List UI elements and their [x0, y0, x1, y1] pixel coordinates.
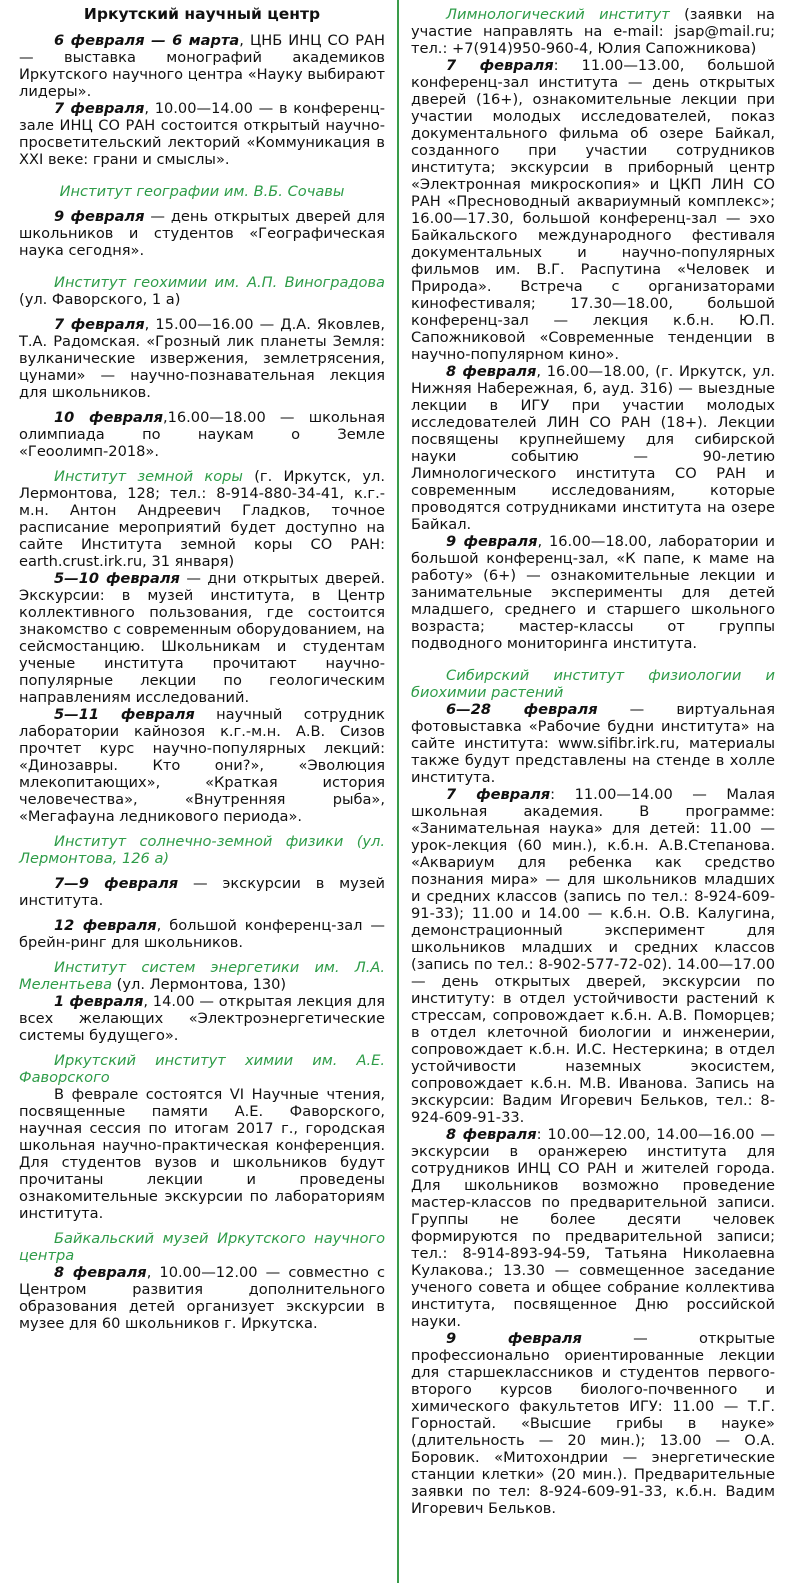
institute-heading	[19, 959, 385, 993]
event-date: 8 февраля	[446, 363, 537, 380]
event-text: , 16.00—18.00, лаборатории и большой конференц-зал, «К папе, к маме на работу» (6+) — ознакомительные лекции и занимательные эксперименты для детей младшего, среднего и старшего школьного возраста; мастер-классы от группы подводного мониторинга института.	[411, 533, 775, 652]
event-text: , ЦНБ ИНЦ СО РАН — выставка монографий академиков Иркутского научного центра «Науку выбирают лидеры».	[19, 32, 385, 100]
event-paragraph	[19, 32, 385, 100]
event-text: : 10.00—12.00, 14.00—16.00 — экскурсии в оранжерею института для сотрудников ИНЦ СО РАН и жителей города. Для школьников возможно проведение мастер-классов по предварительной записи. Группы не более десяти человек формируются по предварительной записи; тел.: 8-914-893-94-59, Татьяна Николаевна Кулакова.; 13.30 — совмещенное заседание ученого совета и общее собрание коллектива института, посвященное Дню российской науки.	[411, 1126, 776, 1330]
event-text: — виртуальная фотовыставка «Рабочие будни института» на сайте института: www.sifibr.irk.ru, материалы также будут представлены на стенде в холле института.	[411, 701, 775, 786]
event-text: научный сотрудник лаборатории кайнозоя к.г.-м.н. А.В. Сизов прочтет курс научно-популярных лекций: «Динозавры. Кто они?», «Эволюция млекопитающих», «Краткая история человечества», «Внутренняя рыба», «Мегафауна ледникового периода».	[19, 706, 386, 825]
institute-heading: Институт солнечно-земной физики (ул. Лермонтова, 126 а)	[19, 833, 385, 867]
column-divider	[397, 0, 399, 1583]
event-date: 7 февраля	[54, 316, 145, 333]
institute-heading	[411, 6, 775, 57]
institute-address: (г. Иркутск, ул. Лермонтова, 128; тел.: 8-914-880-34-41, к.г.-м.н. Антон Андреевич Гладков, точное расписание мероприятий будет доступно на сайте Института земной коры СО РАН: earth.crust.irk.ru, 31 января)	[19, 468, 385, 570]
institute-name: Институт геохимии им. А.П. Виноградова	[54, 274, 385, 291]
event-date: 7 февраля	[54, 100, 145, 117]
event-date: 1 февраля	[54, 993, 144, 1010]
event-paragraph: В феврале состоятся VI Научные чтения, посвященные памяти А.Е. Фаворского, научная сессия по итогам 2017 г., городская школьная научно-практическая конференция. Для студентов вузов и школьников будут прочитаны лекции и проведены ознакомительные экскурсии по лабораториям института.	[19, 1086, 385, 1222]
event-text: , 10.00—14.00 — в конференц-зале ИНЦ СО РАН состоится открытый научно-просветительский лекторий «Коммуникация в XXI веке: грани и смыслы».	[19, 100, 386, 168]
event-date: 9 февраля	[446, 533, 538, 550]
event-text: — открытые профессионально ориентированные лекции для старшеклассников и студентов первого-второго курсов биолого-почвенного и химического факультетов ИГУ: 11.00 — Т.Г. Горностай. «Высшие грибы в науке» (длительность — 20 мин.); 13.00 — О.А. Боровик. «Митохондрии — энергетические станции клетки» (20 мин.). Предварительные заявки по тел: 8-924-609-91-33, к.б.н. Вадим Игоревич Бельков.	[411, 1330, 776, 1517]
left-column	[19, 0, 385, 1332]
institute-name: Институт систем энергетики им. Л.А. Мелентьева	[19, 959, 385, 993]
event-text: — день открытых дверей для школьников и студентов «Географическая наука сегодня».	[19, 208, 385, 259]
event-paragraph	[19, 1264, 385, 1332]
event-text: , 14.00 — открытая лекция для всех желающих «Электроэнергетические системы будущего».	[19, 993, 386, 1044]
event-text: : 11.00—13.00, большой конференц-зал института — день открытых дверей (16+), ознакомительные лекции при участии молодых исследователей, показ документального фильма об озере Байкал, созданного при участии сотрудников института; экскурсии в приборный центр «Электронная микроскопия» и ЦКП ЛИН СО РАН «Пресноводный аквариумный комплекс»; 16.00—17.30, большой конференц-зал — эхо Байкальского международного фестиваля документальных и научно-популярных фильмов им. В.Г. Распутина «Человек и Природа». Встреча с организаторами кинофестиваля; 17.30—18.00, большой конференц-зал — лекция к.б.н. Ю.П. Сапожниковой «Современные тенденции в научно-популярном кино».	[411, 57, 775, 363]
event-paragraph	[411, 363, 775, 533]
event-text: , большой конференц-зал — брейн-ринг для школьников.	[19, 917, 386, 951]
institute-heading	[19, 468, 385, 570]
event-date: 7 февраля	[446, 57, 554, 74]
institute-address: (ул. Лермонтова, 130)	[112, 976, 287, 993]
event-paragraph	[411, 1330, 775, 1517]
event-text: , 10.00—12.00 — совместно с Центром развития дополнительного образования детей организует экскурсии в музее для 60 школьников г. Иркутска.	[19, 1264, 385, 1332]
event-paragraph	[411, 533, 775, 652]
event-text: — экскурсии в музей института.	[19, 875, 385, 909]
event-paragraph	[19, 993, 385, 1044]
event-paragraph	[411, 786, 775, 1126]
event-paragraph	[19, 409, 385, 460]
event-paragraph	[411, 1126, 775, 1330]
event-date: 6—28 февраля	[446, 701, 598, 718]
event-text: ,16.00—18.00 — школьная олимпиада по наукам о Земле «Геоолимп-2018».	[19, 409, 386, 460]
event-date: 9 февраля	[446, 1330, 582, 1347]
institute-name: Лимнологический институт	[446, 6, 670, 23]
event-date: 8 февраля	[54, 1264, 147, 1281]
page-title: Иркутский научный центр	[83, 5, 321, 23]
event-paragraph	[19, 316, 385, 401]
event-paragraph	[19, 208, 385, 259]
event-paragraph	[411, 701, 775, 786]
event-date: 7—9 февраля	[54, 875, 179, 892]
event-date: 10 февраля	[54, 409, 163, 426]
event-date: 8 февраля	[446, 1126, 537, 1143]
institute-address: (заявки на участие направлять на e-mail: jsap@mail.ru; тел.: +7(914)950-960-4, Юлия Сапожникова)	[411, 6, 775, 57]
event-date: 12 февраля	[54, 917, 157, 934]
event-paragraph	[411, 57, 775, 363]
institute-heading: Иркутский институт химии им. А.Е. Фаворского	[19, 1052, 385, 1086]
event-paragraph	[19, 570, 385, 706]
event-paragraph	[19, 706, 385, 825]
event-text: — дни открытых дверей. Экскурсии: в музей института, в Центр коллективного пользования, где состоится знакомство с современным оборудованием, на сейсмостанцию. Школьникам и студентам ученые института прочитают научно-популярные лекции по геологическим направлениям исследований.	[19, 570, 386, 706]
event-text: : 11.00—14.00 — Малая школьная академия. В программе: «Занимательная наука» для детей: 11.00 — урок-лекция (60 мин.), к.б.н. А.В.Степанова. «Аквариум для ребенка как средство познания мира» — для школьников младших и средних классов (запись по тел.: 8-924-609-91-33); 11.00 и 14.00 — к.б.н. О.В. Калугина, демонстрационный эксперимент для школьников младших и средних классов (запись по тел.: 8-902-577-72-02). 14.00—17.00 — день открытых дверей, экскурсии по институту: в отдел устойчивости растений к стрессам, сопровождает к.б.н. А.В. Поморцев; в отдел клеточной биологии и инженерии, сопровождает к.б.н. И.С. Нестеркина; в отдел устойчивости наземных экосистем, сопровождает к.б.н. М.В. Иванова. Запись на экскурсии: Вадим Игоревич Бельков, тел.: 8-924-609-91-33.	[411, 786, 775, 1126]
event-date: 7 февраля	[446, 786, 551, 803]
event-paragraph	[19, 875, 385, 909]
event-text: , 15.00—16.00 — Д.А. Яковлев, Т.А. Радомская. «Грозный лик планеты Земля: вулканические извержения, землетрясения, цунами» — научно-познавательная лекция для школьников.	[19, 316, 386, 401]
institute-heading	[19, 274, 385, 308]
event-text: , 16.00—18.00, (г. Иркутск, ул. Нижняя Набережная, 6, ауд. 316) — выездные лекции в ИГУ при участии молодых исследователей ЛИН СО РАН (18+). Лекции посвящены крупнейшему для сибирской науки событию — 90-летию Лимнологического института СО РАН и современным исследованиям, которые проводятся сотрудниками института на озере Байкал.	[411, 363, 776, 533]
event-paragraph	[19, 100, 385, 168]
event-paragraph	[19, 917, 385, 951]
institute-heading: Институт географии им. В.Б. Сочавы	[59, 183, 345, 200]
institute-heading: Сибирский институт физиологии и биохимии растений	[411, 667, 775, 701]
event-date: 5—10 февраля	[54, 570, 180, 587]
event-date: 9 февраля	[54, 208, 145, 225]
event-date: 6 февраля — 6 марта	[54, 32, 240, 49]
institute-address: (ул. Фаворского, 1 а)	[19, 291, 181, 308]
event-date: 5—11 февраля	[54, 706, 195, 723]
institute-heading: Байкальский музей Иркутского научного центра	[19, 1230, 385, 1264]
institute-name: Институт земной коры	[54, 468, 243, 485]
right-column	[411, 0, 775, 1517]
